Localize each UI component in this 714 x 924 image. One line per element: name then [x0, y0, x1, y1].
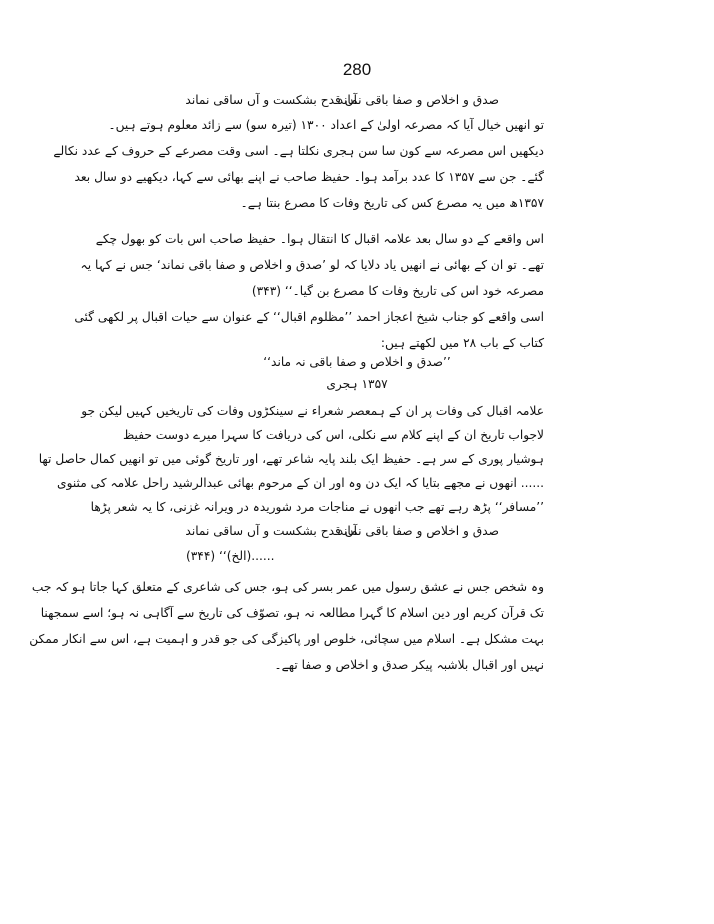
- paragraph-5-line-4: نہیں اور اقبال بلاشبہ پیکر صدق و اخلاص و صفا تھے۔: [274, 658, 544, 672]
- quote-year: ۱۳۵۷ ہجری: [326, 377, 388, 391]
- paragraph-1-line-2: دیکھیں اس مصرعہ سے کون سا سن ہجری نکلتا ہے۔ اسی وقت مصرعے کے حروف کے عدد نکالے: [53, 144, 544, 158]
- paragraph-3-line-1: اسی واقعے کو جناب شیخ اعجاز احمد ’’مظلوم اقبال‘‘ کے عنوان سے حیات اقبال پر لکھی گئی: [74, 310, 544, 324]
- paragraph-2-line-2: تھے۔ تو ان کے بھائی نے انھیں یاد دلایا کہ لو ’صدق و اخلاص و صفا باقی نماند‘ جس نے کہا یہ: [80, 258, 544, 272]
- paragraph-5-line-1: وہ شخص جس نے عشق رسول میں عمر بسر کی ہو، جس کی شاعری کے متعلق کہا جاتا ہو کہ جب: [31, 580, 544, 594]
- couplet-2-left-hemistich: آں قدح بشکست و آں ساقی نماند: [185, 524, 357, 538]
- paragraph-4-line-3: ہوشیار پوری کے سر ہے۔ حفیظ ایک بلند پایہ شاعر تھے، اور تاریخ گوئی میں تو انھیں کمال حاصل تھا: [38, 452, 544, 466]
- paragraph-5-line-3: بہت مشکل ہے۔ اسلام میں سچائی، خلوص اور پاکیزگی کی جو قدر و اہمیت ہے، اس سے انکار ممکن: [29, 632, 544, 646]
- paragraph-2-line-3: مصرعہ خود اس کی تاریخ وفات کا مصرع بن گیا۔‘‘ (۳۴۳): [251, 284, 544, 298]
- couplet-1-left-hemistich: آں قدح بشکست و آں ساقی نماند: [185, 93, 357, 107]
- paragraph-1-line-1: تو انھیں خیال آیا کہ مصرعہ اولیٰ کے اعداد ۱۳۰۰ (تیرہ سو) سے زائد معلوم ہوتے ہیں۔: [108, 118, 544, 132]
- page-number: 280: [342, 60, 372, 79]
- paragraph-2-line-1: اس واقعے کے دو سال بعد علامہ اقبال کا انتقال ہوا۔ حفیظ صاحب اس بات کو بھول چکے: [95, 232, 544, 246]
- paragraph-4-line-5: ’’مسافر‘‘ پڑھ رہے تھے جب انھوں نے مناجات مرد شوریدہ در ویرانہ غزنی، کا یہ شعر پڑھا: [90, 500, 544, 514]
- paragraph-4-line-4: ...... انھوں نے مجھے بتایا کہ ایک دن وہ اور ان کے مرحوم بھائی عبدالرشید راحل علامہ کی مثنوی: [57, 476, 544, 490]
- paragraph-1-line-4: ۱۳۵۷ھ میں یہ مصرع کس کی تاریخ وفات کا مصرع بنتا ہے۔: [240, 196, 544, 210]
- paragraph-1-line-3: گئے۔ جن سے ۱۳۵۷ کا عدد برآمد ہوا۔ حفیظ صاحب نے اپنے بھائی سے کہا، دیکھیے دو سال بعد: [74, 170, 544, 184]
- couplet-2-right-hemistich: صدق و اخلاص و صفا باقی نماند: [337, 524, 499, 538]
- quote-end-reference: ......(الخ)‘‘ (۳۴۴): [186, 549, 275, 563]
- paragraph-3-line-2: کتاب کے باب ۲۸ میں لکھتے ہیں:: [380, 336, 544, 350]
- quote-title: ’’صدق و اخلاص و صفا باقی نہ ماند‘‘: [263, 355, 451, 369]
- couplet-1-right-hemistich: صدق و اخلاص و صفا باقی نماند: [337, 93, 499, 107]
- paragraph-5-line-2: تک قرآن کریم اور دین اسلام کا گہرا مطالعہ نہ ہو، تصوّف کی تاریخ سے آگاہی نہ ہو؛ اسے سمجھنا: [40, 606, 544, 620]
- paragraph-4-line-1: علامہ اقبال کی وفات پر ان کے ہمعصر شعراء نے سینکڑوں وفات کی تاریخیں کہیں لیکن جو: [81, 404, 544, 418]
- paragraph-4-line-2: لاجواب تاریخ ان کے اپنے کلام سے نکلی، اس کی دریافت کا سہرا میرے دوست حفیظ: [122, 428, 544, 442]
